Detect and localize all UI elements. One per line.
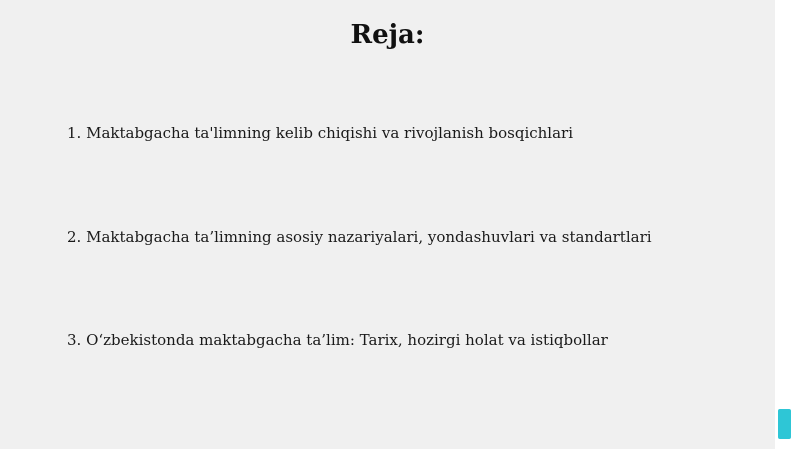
- scrollbar-track[interactable]: [775, 0, 800, 449]
- plan-item-3: 3. O‘zbekistonda maktabgacha ta’lim: Tarix, hozirgi holat va istiqbollar: [67, 331, 608, 349]
- plan-item-1: 1. Maktabgacha ta'limning kelib chiqishi va rivojlanish bosqichlari: [67, 124, 574, 142]
- slide-title: Reja:: [350, 20, 425, 50]
- scrollbar-thumb[interactable]: [778, 409, 791, 439]
- plan-item-2: 2. Maktabgacha ta’limning asosiy nazariyalari, yondashuvlari va standartlari: [67, 228, 652, 246]
